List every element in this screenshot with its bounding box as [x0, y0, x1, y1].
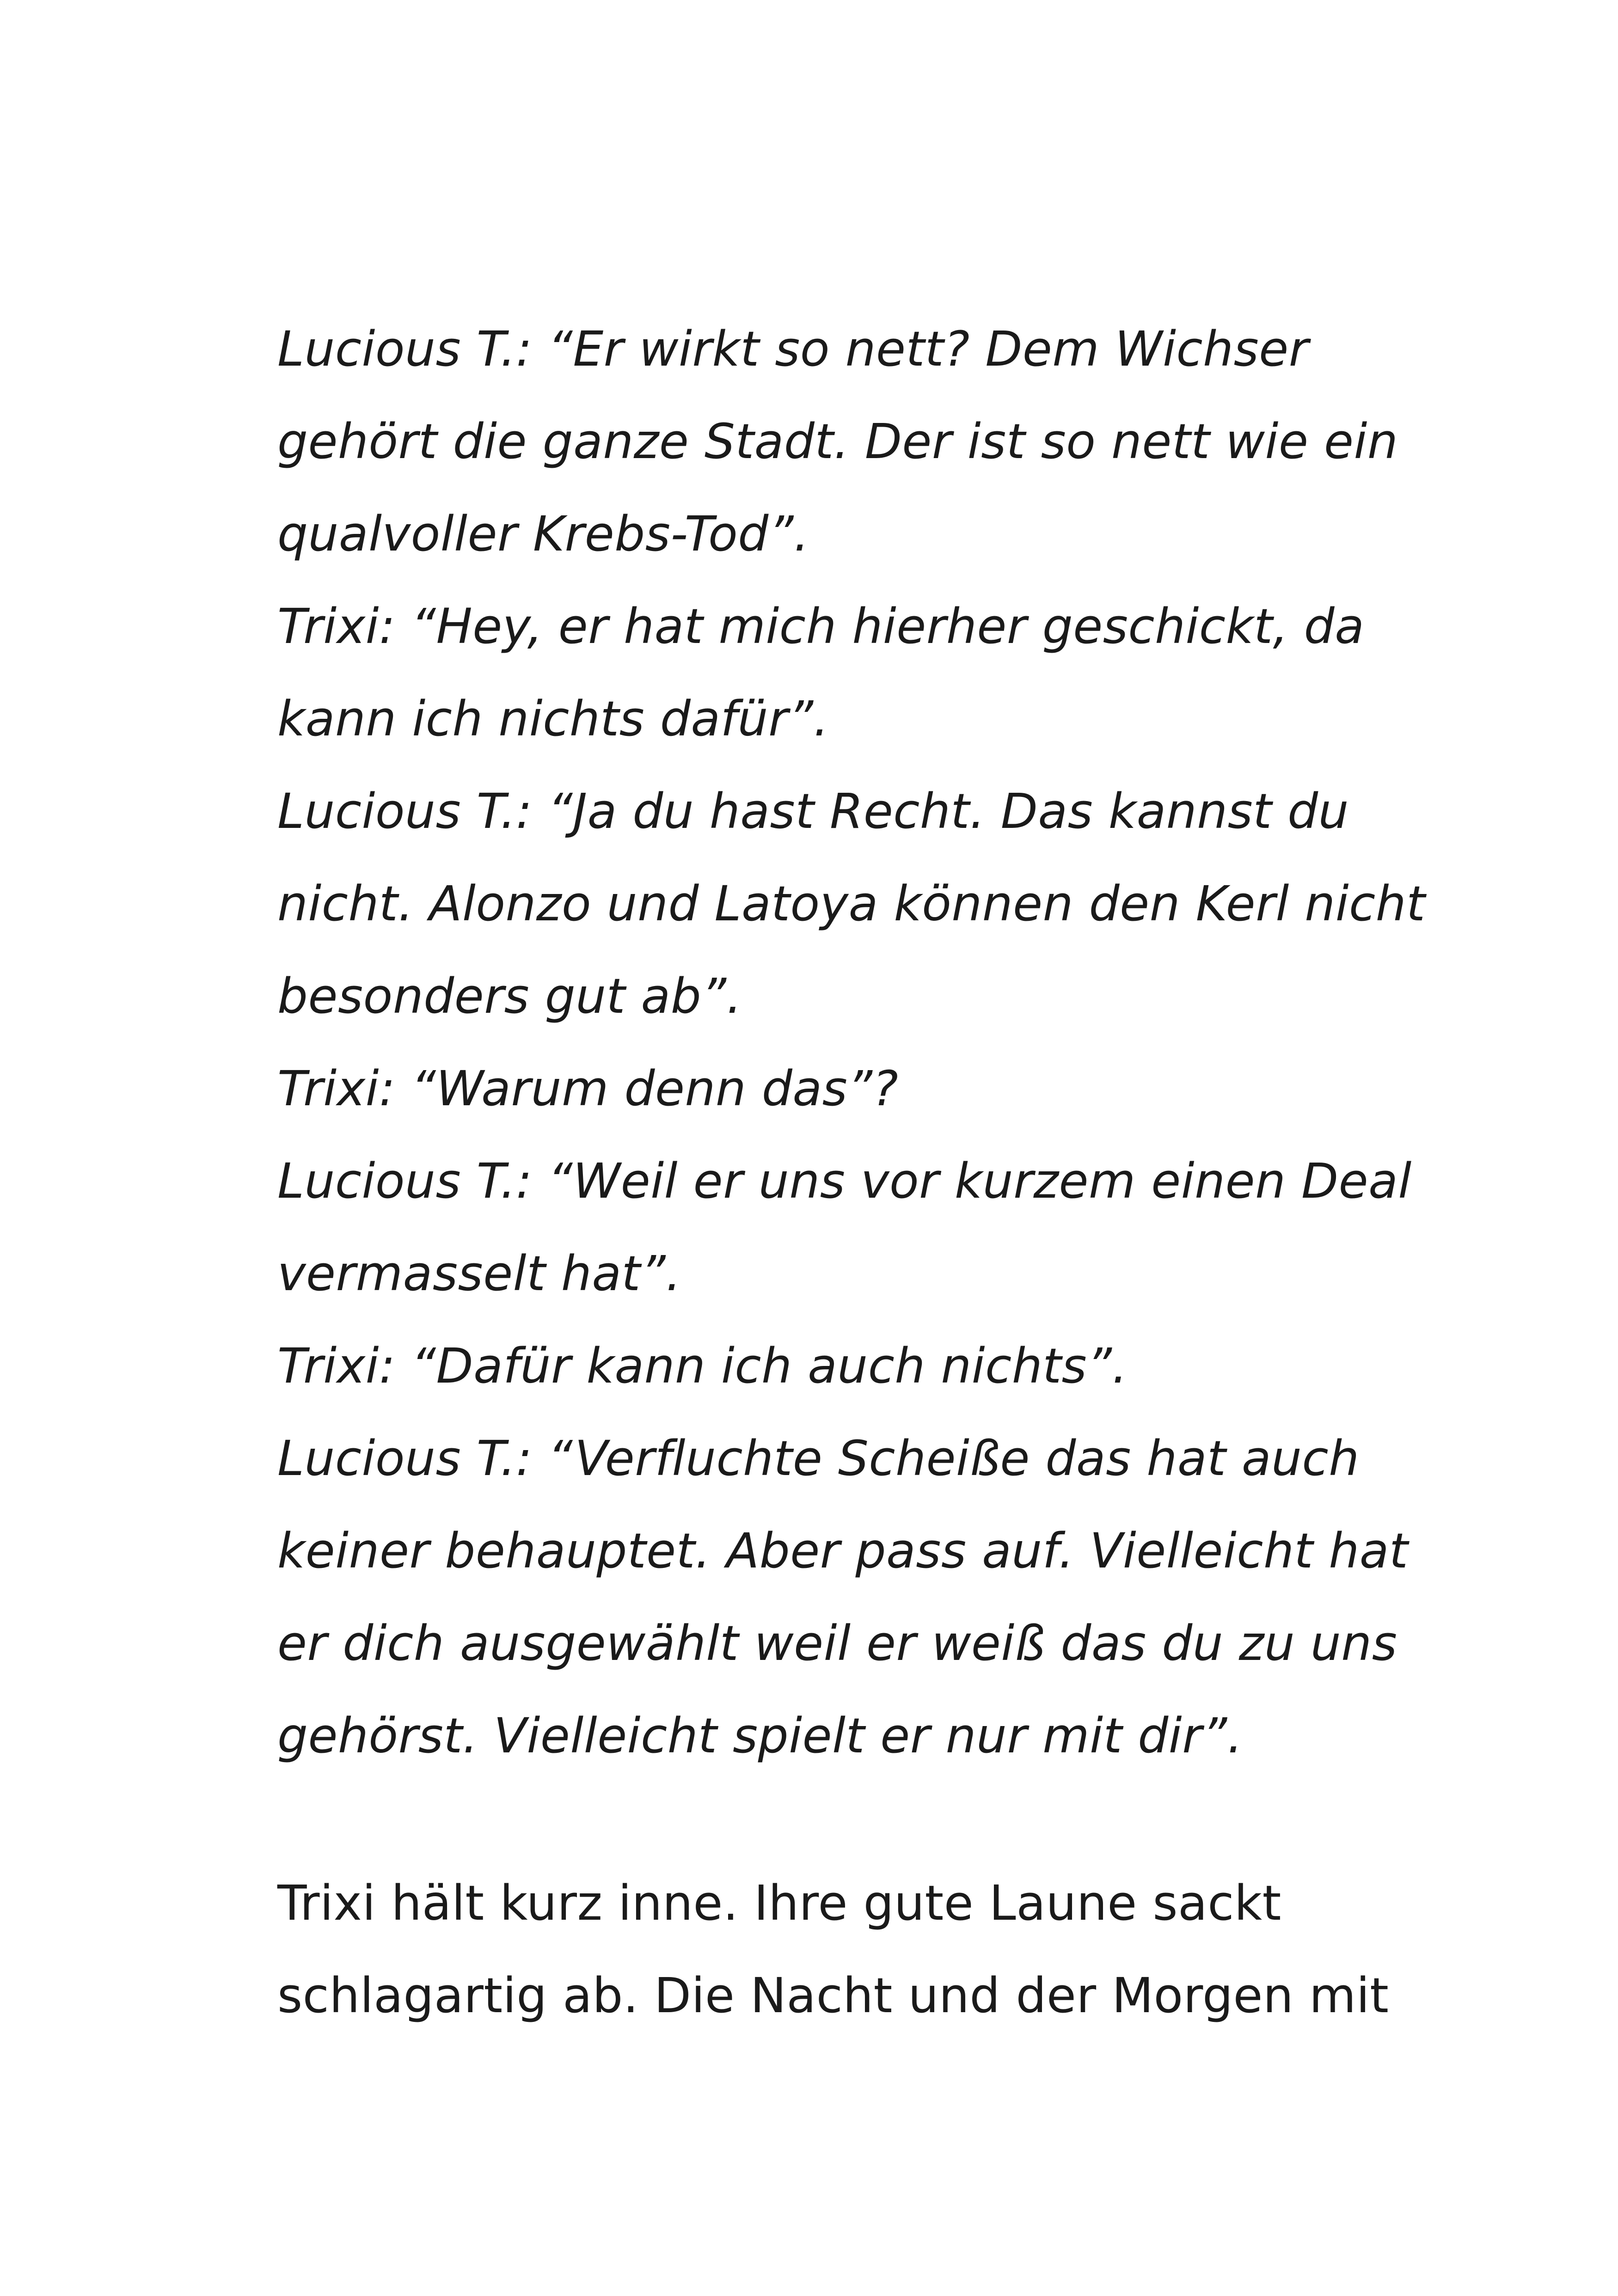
dialogue-line: Trixi: “Dafür kann ich auch nichts”.: [277, 1338, 1128, 1394]
narrative-paragraph: [277, 1857, 1396, 2042]
dialogue-line: gehört die ganze Stadt. Der ist so nett wie ein: [277, 413, 1398, 470]
dialogue-line: Trixi: “Hey, er hat mich hierher geschickt, da: [277, 598, 1365, 655]
body-text: [277, 303, 1426, 2042]
dialogue-line: Lucious T.: “Er wirkt so nett? Dem Wichser: [277, 321, 1309, 377]
dialogue-section: [277, 303, 1426, 1782]
dialogue-line: gehörst. Vielleicht spielt er nur mit dir”.: [277, 1708, 1243, 1764]
narrative-line: schlagartig ab. Die Nacht und der Morgen mit: [277, 1967, 1389, 2024]
dialogue-line: nicht. Alonzo und Latoya können den Kerl nicht: [277, 876, 1426, 932]
dialogue-line: Lucious T.: “Ja du hast Recht. Das kannst du: [277, 783, 1349, 839]
dialogue-line: er dich ausgewählt weil er weiß das du zu uns: [277, 1615, 1397, 1671]
narrative-line: Trixi hält kurz inne. Ihre gute Laune sackt: [277, 1875, 1281, 1931]
paragraph-gap: [277, 1782, 1396, 1857]
dialogue-line: kann ich nichts dafür”.: [277, 691, 829, 747]
dialogue-line: vermasselt hat”.: [277, 1245, 681, 1302]
dialogue-line: qualvoller Krebs-Tod”.: [277, 506, 809, 562]
dialogue-line: besonders gut ab”.: [277, 968, 742, 1024]
dialogue-line: Trixi: “Warum denn das”?: [277, 1060, 899, 1117]
dialogue-line: Lucious T.: “Verfluchte Scheiße das hat auch: [277, 1430, 1360, 1487]
dialogue-line: keiner behauptet. Aber pass auf. Vielleicht hat: [277, 1523, 1409, 1579]
dialogue-line: Lucious T.: “Weil er uns vor kurzem einen Deal: [277, 1153, 1412, 1209]
